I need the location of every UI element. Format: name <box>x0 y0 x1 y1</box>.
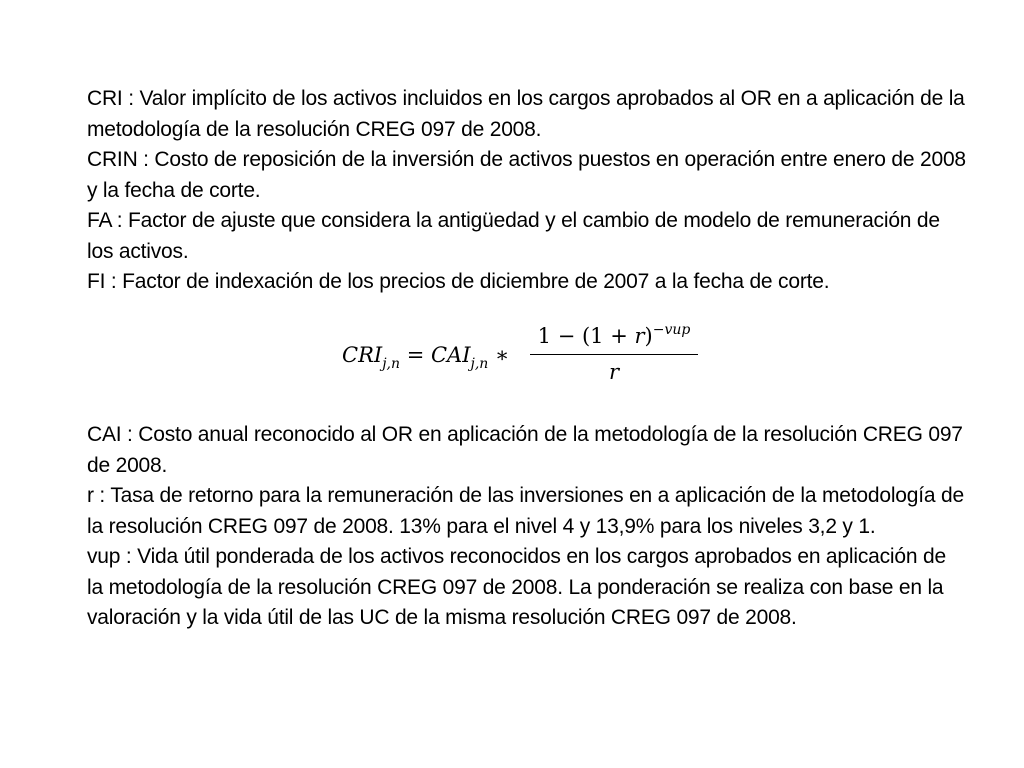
formula-operator: ∗ <box>495 343 510 367</box>
formula-var-cai: CAI <box>430 343 471 367</box>
formula-lhs <box>342 343 510 372</box>
definition-crin: CRIN : Costo de reposición de la inversión de activos puestos en operación entre enero de 2008 y la fecha de corte. <box>87 148 966 202</box>
definition-cri: CRI : Valor implícito de los activos incluidos en los cargos aprobados al OR en a aplicación de la metodología de la resolución CREG 097 de 2008. <box>87 87 965 141</box>
formula-numerator-r: r <box>634 324 645 348</box>
definition-r: r : Tasa de retorno para la remuneración de las inversiones en a aplicación de la metodología de la resolución CREG 097 de 2008. 13% para el nivel 4 y 13,9% para los niveles 3,2 y 1. <box>87 484 964 538</box>
formula-fraction <box>528 318 700 389</box>
formula-sub-cai: j,n <box>470 356 489 372</box>
formula-numerator-text: 1 − (1 + <box>537 324 635 348</box>
formula-numerator-close: ) <box>644 324 653 348</box>
formula-var-cri: CRI <box>342 343 383 367</box>
definition-fa: FA : Factor de ajuste que considera la antigüedad y el cambio de modelo de remuneración de los activos. <box>87 209 940 263</box>
definition-cai: CAI : Costo anual reconocido al OR en aplicación de la metodología de la resolución CREG 097 de 2008. <box>87 423 963 477</box>
formula-sub-cri: j,n <box>382 356 400 372</box>
formula <box>342 318 762 398</box>
formula-denominator: r <box>608 360 620 384</box>
definitions-bottom <box>87 420 967 634</box>
formula-equals: = <box>406 343 425 367</box>
definitions-top <box>87 84 967 298</box>
formula-exponent: −vup <box>652 322 691 338</box>
definition-vup: vup : Vida útil ponderada de los activos reconocidos en los cargos aprobados en aplicación de la metodología de la resolución CREG 097 de 2008. La ponderación se realiza con base en la valoración y la vida útil de las UC de la misma resolución CREG 097 de 2008. <box>87 545 946 629</box>
definition-fi: FI : Factor de indexación de los precios de diciembre de 2007 a la fecha de corte. <box>87 270 830 293</box>
formula-numerator <box>528 318 700 354</box>
